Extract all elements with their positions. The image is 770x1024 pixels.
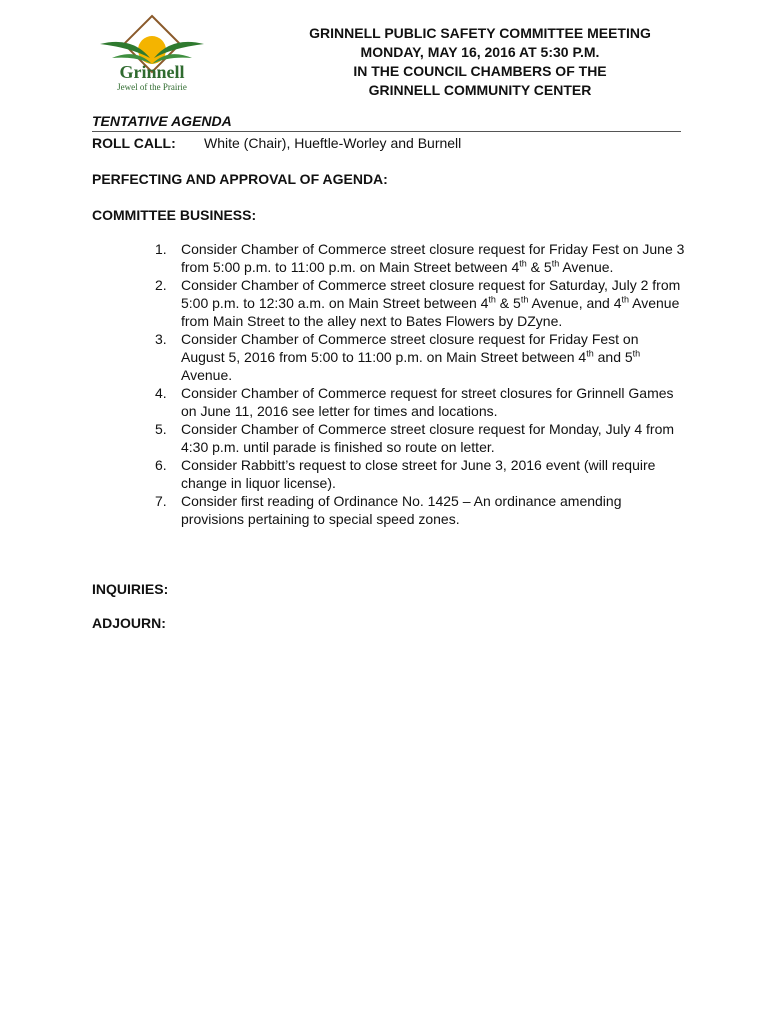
agenda-item [155,420,685,456]
roll-call-value: White (Chair), Hueftle-Worley and Burnell [204,135,462,151]
agenda-item [155,330,685,384]
inquiries-heading: INQUIRIES: [92,581,169,597]
agenda-item [155,492,685,528]
item-text: Consider first reading of Ordinance No. 1425 – An ordinance amending provisions pertaining to special speed zones. [181,493,622,527]
agenda-item [155,384,685,420]
perfecting-heading: PERFECTING AND APPROVAL OF AGENDA: [92,171,388,187]
item-text: Consider Chamber of Commerce street closure request for Friday Fest on June 3 from 5:00 p.m. to 11:00 p.m. on Main Street between 4th & 5th Avenue. [181,241,685,275]
agenda-items-list [155,240,685,528]
svg-text:Jewel of the Prairie: Jewel of the Prairie [117,82,187,92]
agenda-item [155,240,685,276]
item-number: 5. [155,421,167,437]
divider-rule [92,131,681,132]
header-line-2: MONDAY, MAY 16, 2016 AT 5:30 P.M. [360,44,600,60]
item-text: Consider Chamber of Commerce street closure request for Friday Fest on August 5, 2016 from 5:00 to 11:00 p.m. on Main Street between 4th and 5th Avenue. [181,331,641,383]
roll-call [92,135,461,151]
item-number: 7. [155,493,167,509]
tentative-agenda-heading: TENTATIVE AGENDA [92,113,232,129]
svg-text:Grinnell: Grinnell [119,62,185,82]
agenda-item [155,456,685,492]
item-text: Consider Chamber of Commerce street closure request for Monday, July 4 from 4:30 p.m. until parade is finished so route on letter. [181,421,675,455]
item-number: 1. [155,241,167,257]
roll-call-label: ROLL CALL: [92,135,176,151]
item-text: Consider Rabbitt’s request to close street for June 3, 2016 event (will require change in liquor license). [181,457,656,491]
header-line-3: IN THE COUNCIL CHAMBERS OF THE [353,63,607,79]
committee-business-heading: COMMITTEE BUSINESS: [92,207,257,223]
agenda-item [155,276,685,330]
header-line-1: GRINNELL PUBLIC SAFETY COMMITTEE MEETING [309,25,651,41]
item-number: 6. [155,457,167,473]
item-text: Consider Chamber of Commerce request for street closures for Grinnell Games on June 11, 2016 see letter for times and locations. [181,385,674,419]
adjourn-heading: ADJOURN: [92,615,166,631]
item-number: 2. [155,277,167,293]
item-number: 3. [155,331,167,347]
grinnell-logo [92,14,212,94]
meeting-header [200,24,760,100]
item-text: Consider Chamber of Commerce street closure request for Saturday, July 2 from 5:00 p.m. to 12:30 a.m. on Main Street between 4th & 5th Avenue, and 4th Avenue from Main Street to the alley next to Bates Flowers by DZyne. [181,277,681,329]
header-line-4: GRINNELL COMMUNITY CENTER [368,82,592,98]
item-number: 4. [155,385,167,401]
